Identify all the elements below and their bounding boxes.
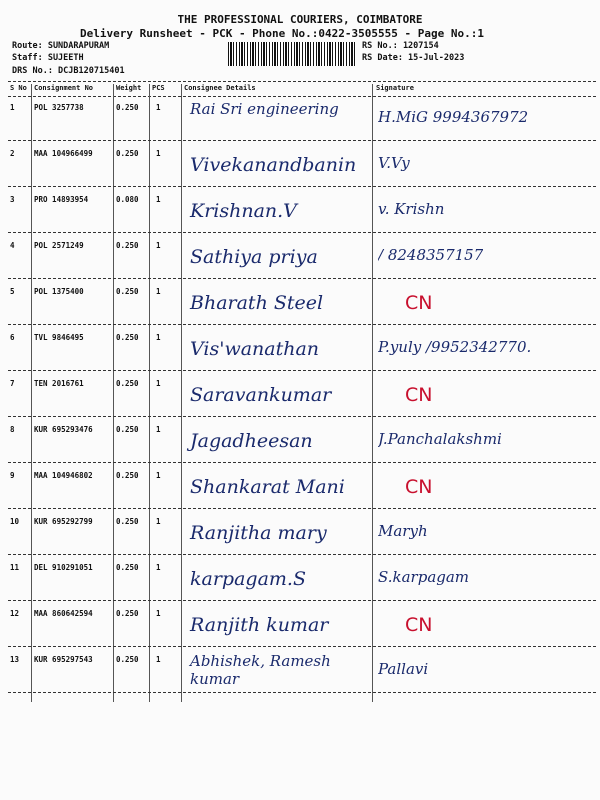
row-pieces: 1 xyxy=(156,563,161,572)
col-header-weight: Weight xyxy=(116,84,142,92)
col-header-pcs: PCS xyxy=(152,84,165,92)
row-weight: 0.250 xyxy=(116,471,139,480)
row-pieces: 1 xyxy=(156,287,161,296)
row-serial-number: 2 xyxy=(10,149,15,158)
row-pieces: 1 xyxy=(156,149,161,158)
row-pieces: 1 xyxy=(156,195,161,204)
row-signature: v. Krishn xyxy=(378,200,445,218)
row-weight: 0.250 xyxy=(116,379,139,388)
route-label: Route: SUNDARAPURAM xyxy=(12,41,110,51)
row-divider xyxy=(8,232,596,233)
row-serial-number: 4 xyxy=(10,241,15,250)
row-pieces: 1 xyxy=(156,103,161,112)
row-consignee-handwritten: Vis'wanathan xyxy=(190,338,320,360)
row-consignee-handwritten: Shankarat Mani xyxy=(190,476,345,498)
col-divider xyxy=(113,84,114,702)
row-consignee-handwritten: Rai Sri engineering xyxy=(190,100,339,118)
row-weight: 0.250 xyxy=(116,241,139,250)
row-serial-number: 12 xyxy=(10,609,20,618)
col-header-consignment: Consignment No xyxy=(34,84,94,92)
row-signature: S.karpagam xyxy=(378,568,470,586)
row-signature: CN xyxy=(405,614,433,636)
row-consignee-handwritten: Saravankumar xyxy=(190,384,332,406)
row-consignment-number: KUR 695297543 xyxy=(34,655,93,664)
col-divider xyxy=(181,84,182,702)
row-consignment-number: TEN 2016761 xyxy=(34,379,84,388)
row-consignee-handwritten: Abhishek, Ramesh kumar xyxy=(190,652,331,688)
row-serial-number: 5 xyxy=(10,287,15,296)
row-serial-number: 3 xyxy=(10,195,15,204)
row-divider xyxy=(8,324,596,325)
table-top-border xyxy=(8,81,596,82)
row-weight: 0.250 xyxy=(116,563,139,572)
row-divider xyxy=(8,692,596,693)
row-consignment-number: POL 2571249 xyxy=(34,241,84,250)
row-pieces: 1 xyxy=(156,517,161,526)
row-signature: CN xyxy=(405,384,433,406)
row-pieces: 1 xyxy=(156,655,161,664)
row-weight: 0.250 xyxy=(116,287,139,296)
row-pieces: 1 xyxy=(156,241,161,250)
row-divider xyxy=(8,370,596,371)
row-divider xyxy=(8,600,596,601)
row-divider xyxy=(8,416,596,417)
row-signature: V.Vy xyxy=(378,154,410,172)
row-consignee-handwritten: Sathiya priya xyxy=(190,246,318,268)
row-divider xyxy=(8,462,596,463)
row-consignment-number: POL 3257738 xyxy=(34,103,84,112)
row-consignee-handwritten: Ranjitha mary xyxy=(190,522,327,544)
row-divider xyxy=(8,554,596,555)
row-divider xyxy=(8,508,596,509)
row-serial-number: 7 xyxy=(10,379,15,388)
row-divider xyxy=(8,646,596,647)
row-serial-number: 9 xyxy=(10,471,15,480)
row-divider xyxy=(8,278,596,279)
row-signature: CN xyxy=(405,292,433,314)
row-serial-number: 1 xyxy=(10,103,15,112)
barcode xyxy=(228,42,356,66)
row-consignment-number: MAA 860642594 xyxy=(34,609,93,618)
col-header-sno: S No xyxy=(10,84,27,92)
col-header-consignee: Consignee Details xyxy=(184,84,256,92)
row-weight: 0.250 xyxy=(116,655,139,664)
row-pieces: 1 xyxy=(156,609,161,618)
row-signature: Pallavi xyxy=(378,660,429,678)
company-title: THE PROFESSIONAL COURIERS, COIMBATORE xyxy=(177,13,423,26)
row-weight: 0.250 xyxy=(116,517,139,526)
row-weight: 0.250 xyxy=(116,149,139,158)
row-signature: P.yuly /9952342770. xyxy=(378,338,532,356)
row-consignment-number: DEL 910291051 xyxy=(34,563,93,572)
row-signature: J.Panchalakshmi xyxy=(378,430,502,448)
row-divider xyxy=(8,140,596,141)
row-signature: H.MiG 9994367972 xyxy=(378,108,529,126)
row-weight: 0.250 xyxy=(116,425,139,434)
staff-label: Staff: SUJEETH xyxy=(12,53,84,63)
row-weight: 0.250 xyxy=(116,103,139,112)
row-signature: / 8248357157 xyxy=(378,246,484,264)
row-serial-number: 13 xyxy=(10,655,20,664)
row-weight: 0.250 xyxy=(116,609,139,618)
col-divider xyxy=(149,84,150,702)
row-consignment-number: PRO 14893954 xyxy=(34,195,89,204)
row-pieces: 1 xyxy=(156,333,161,342)
row-serial-number: 6 xyxy=(10,333,15,342)
row-consignee-handwritten: Vivekanandbanin xyxy=(190,154,357,176)
row-consignee-handwritten: Bharath Steel xyxy=(190,292,324,314)
col-header-signature: Signature xyxy=(376,84,414,92)
row-divider xyxy=(8,186,596,187)
row-serial-number: 8 xyxy=(10,425,15,434)
row-pieces: 1 xyxy=(156,471,161,480)
row-consignment-number: MAA 104966499 xyxy=(34,149,93,158)
row-signature: Maryh xyxy=(378,522,428,540)
row-serial-number: 10 xyxy=(10,517,20,526)
row-weight: 0.250 xyxy=(116,333,139,342)
row-consignment-number: KUR 695293476 xyxy=(34,425,93,434)
runsheet-title: Delivery Runsheet - PCK - Phone No.:0422-3505555 - Page No.:1 xyxy=(80,27,484,40)
row-consignee-handwritten: karpagam.S xyxy=(190,568,306,590)
row-pieces: 1 xyxy=(156,379,161,388)
rs-date: RS Date: 15-Jul-2023 xyxy=(362,53,465,63)
row-consignee-handwritten: Jagadheesan xyxy=(190,430,313,452)
col-divider xyxy=(31,84,32,702)
row-weight: 0.080 xyxy=(116,195,139,204)
row-consignment-number: KUR 695292799 xyxy=(34,517,93,526)
col-divider xyxy=(372,84,373,702)
row-consignment-number: POL 1375400 xyxy=(34,287,84,296)
row-consignee-handwritten: Krishnan.V xyxy=(190,200,297,222)
header-divider xyxy=(8,96,596,97)
row-consignment-number: TVL 9846495 xyxy=(34,333,84,342)
drs-number: DRS No.: DCJB120715401 xyxy=(12,66,125,76)
row-serial-number: 11 xyxy=(10,563,20,572)
row-pieces: 1 xyxy=(156,425,161,434)
rs-number: RS No.: 1207154 xyxy=(362,41,439,51)
row-signature: CN xyxy=(405,476,433,498)
row-consignment-number: MAA 104946802 xyxy=(34,471,93,480)
row-consignee-handwritten: Ranjith kumar xyxy=(190,614,329,636)
